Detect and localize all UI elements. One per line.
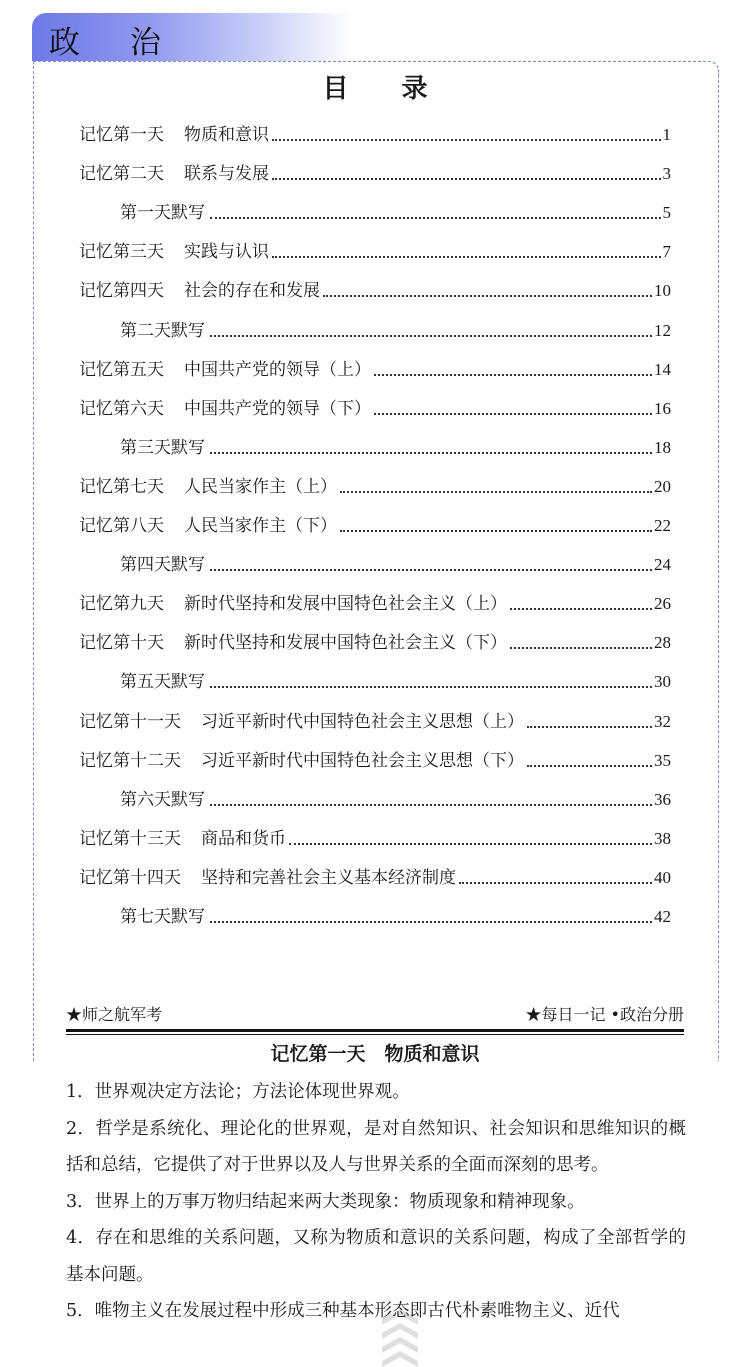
toc-entry-page: 40 — [654, 867, 671, 887]
toc-entry-topic: 商品和货币 — [201, 828, 286, 849]
toc-entry-day: 记忆第十三天 — [79, 826, 183, 852]
toc-entry[interactable] — [0, 669, 750, 695]
toc-leader-dots — [510, 623, 652, 649]
toc-entry-topic: 习近平新时代中国特色社会主义思想（上） — [201, 711, 524, 732]
chapter-title: 记忆第一天 物质和意识 — [270, 1043, 480, 1065]
toc-entry-topic: 新时代坚持和发展中国特色社会主义（下） — [184, 633, 507, 654]
toc-entry[interactable] — [0, 122, 750, 148]
toc-entry-day: 记忆第二天 — [79, 161, 166, 187]
toc-entry-page: 14 — [654, 359, 671, 379]
toc-entry-topic: 习近平新时代中国特色社会主义思想（下） — [201, 750, 524, 771]
header-rule-thin — [66, 1034, 684, 1035]
toc-entry-page: 10 — [654, 281, 671, 301]
toc-entry-page: 12 — [654, 320, 671, 340]
toc-entry-day: 记忆第十一天 — [79, 709, 183, 735]
toc-entry-page: 42 — [654, 907, 671, 926]
toc-entry-day: 第六天默写 — [120, 787, 207, 813]
toc-leader-dots — [340, 467, 652, 493]
toc-entry-page: 36 — [654, 789, 671, 809]
toc-title: 目 录 — [322, 74, 450, 104]
toc-entry-topic: 新时代坚持和发展中国特色社会主义（上） — [184, 594, 507, 615]
toc-entry-page: 30 — [654, 672, 671, 692]
toc-entry-day: 第一天默写 — [120, 200, 207, 226]
toc-leader-dots — [527, 741, 652, 767]
toc-entry[interactable] — [0, 474, 750, 500]
toc-entry-page: 35 — [654, 750, 671, 770]
paragraph: 1．世界观决定方法论；方法论体现世界观。 — [66, 1082, 410, 1102]
toc-entry-page: 38 — [654, 828, 671, 848]
toc-entry-topic: 实践与认识 — [184, 242, 269, 263]
toc-entry[interactable] — [0, 239, 750, 265]
toc-entry[interactable] — [0, 200, 750, 226]
toc-entry-day: 记忆第五天 — [79, 357, 166, 383]
toc-entry-page: 3 — [662, 164, 671, 184]
toc-entry-topic: 社会的存在和发展 — [184, 281, 320, 302]
toc-entry-topic: 人民当家作主（上） — [184, 476, 337, 497]
toc-leader-dots — [340, 506, 652, 532]
toc-entry[interactable] — [0, 396, 750, 422]
toc-entry-day: 记忆第十二天 — [79, 748, 183, 774]
toc-entry[interactable] — [0, 904, 750, 930]
toc-entry-page: 20 — [654, 476, 671, 496]
toc-entry[interactable] — [0, 318, 750, 344]
toc-entry-topic: 中国共产党的领导（下） — [184, 398, 371, 419]
toc-leader-dots — [210, 428, 652, 454]
subject-label: 政 治 — [49, 25, 181, 61]
toc-leader-dots — [374, 389, 652, 415]
toc-leader-dots — [210, 193, 661, 219]
toc-entry-page: 24 — [654, 555, 671, 575]
toc-entry-page: 16 — [654, 398, 671, 418]
toc-entry-day: 第五天默写 — [120, 669, 207, 695]
toc-entry-day: 记忆第一天 — [79, 122, 166, 148]
publisher-label: ★师之航军考 — [66, 1005, 163, 1024]
paragraph: 5．唯物主义在发展过程中形成三种基本形态即古代朴素唯物主义、近代 — [66, 1301, 620, 1321]
toc-entry-day: 记忆第十天 — [79, 630, 166, 656]
toc-leader-dots — [210, 311, 652, 337]
toc-leader-dots — [272, 154, 661, 180]
toc-entry-topic: 联系与发展 — [184, 164, 269, 185]
toc-entry-day: 第二天默写 — [120, 318, 207, 344]
toc-entry[interactable] — [0, 787, 750, 813]
toc-leader-dots — [210, 897, 652, 923]
toc-leader-dots — [272, 115, 661, 141]
watermark-logo — [378, 1305, 422, 1367]
toc-entry[interactable] — [0, 826, 750, 852]
toc-entry[interactable] — [0, 278, 750, 304]
paragraph: 4．存在和思维的关系问题，又称为物质和意识的关系问题，构成了全部哲学的基本问题。 — [66, 1228, 686, 1285]
toc-entry-day: 记忆第四天 — [79, 278, 166, 304]
toc-entry-page: 1 — [662, 125, 671, 144]
toc-entry-page: 5 — [662, 203, 671, 223]
toc-entry-day: 记忆第三天 — [79, 239, 166, 265]
toc-entry-day: 记忆第八天 — [79, 513, 166, 539]
toc-leader-dots — [289, 819, 652, 845]
toc-entry[interactable] — [0, 591, 750, 617]
toc-entry[interactable] — [0, 513, 750, 539]
paragraph: 2．哲学是系统化、理论化的世界观，是对自然知识、社会知识和思维知识的概括和总结，它提供了对于世界以及人与世界关系的全面而深刻的思考。 — [66, 1118, 686, 1175]
toc-entry-page: 22 — [654, 516, 671, 535]
toc-leader-dots — [210, 545, 652, 571]
toc-entry-page: 28 — [654, 633, 671, 653]
toc-entry-page: 26 — [654, 594, 671, 614]
toc-entry-day: 记忆第九天 — [79, 591, 166, 617]
toc-entry[interactable] — [0, 630, 750, 656]
series-label: ★每日一记 •政治分册 — [525, 1005, 684, 1024]
toc-entry-day: 第四天默写 — [120, 552, 207, 578]
toc-entry-day: 记忆第七天 — [79, 474, 166, 500]
toc-entry-page: 18 — [654, 437, 671, 457]
toc-entry[interactable] — [0, 709, 750, 735]
toc-entry[interactable] — [0, 161, 750, 187]
toc-entry-topic: 人民当家作主（下） — [184, 516, 337, 536]
toc-leader-dots — [210, 662, 652, 688]
toc-leader-dots — [210, 780, 652, 806]
toc-leader-dots — [323, 271, 652, 297]
paragraph: 3．世界上的万事万物归结起来两大类现象：物质现象和精神现象。 — [66, 1191, 585, 1212]
toc-leader-dots — [510, 584, 652, 610]
toc-entry[interactable] — [0, 435, 750, 461]
toc-leader-dots — [459, 858, 652, 884]
toc-entry-day: 第三天默写 — [120, 435, 207, 461]
toc-entry-day: 记忆第十四天 — [79, 865, 183, 891]
toc-leader-dots — [374, 350, 652, 376]
toc-entry[interactable] — [0, 865, 750, 891]
toc-leader-dots — [272, 232, 661, 258]
toc-leader-dots — [527, 702, 652, 728]
header-rule — [66, 1029, 684, 1032]
toc-entry[interactable] — [0, 357, 750, 383]
toc-entry-topic: 坚持和完善社会主义基本经济制度 — [201, 867, 456, 888]
toc-entry[interactable] — [0, 552, 750, 578]
toc-entry[interactable] — [0, 748, 750, 774]
toc-entry-page: 32 — [654, 711, 671, 731]
toc-entry-topic: 物质和意识 — [184, 125, 269, 145]
toc-entry-day: 第七天默写 — [120, 904, 207, 930]
toc-entry-page: 7 — [662, 242, 671, 262]
toc-entry-day: 记忆第六天 — [79, 396, 166, 422]
chapter-body — [66, 1074, 686, 1330]
toc-entry-topic: 中国共产党的领导（上） — [184, 359, 371, 380]
